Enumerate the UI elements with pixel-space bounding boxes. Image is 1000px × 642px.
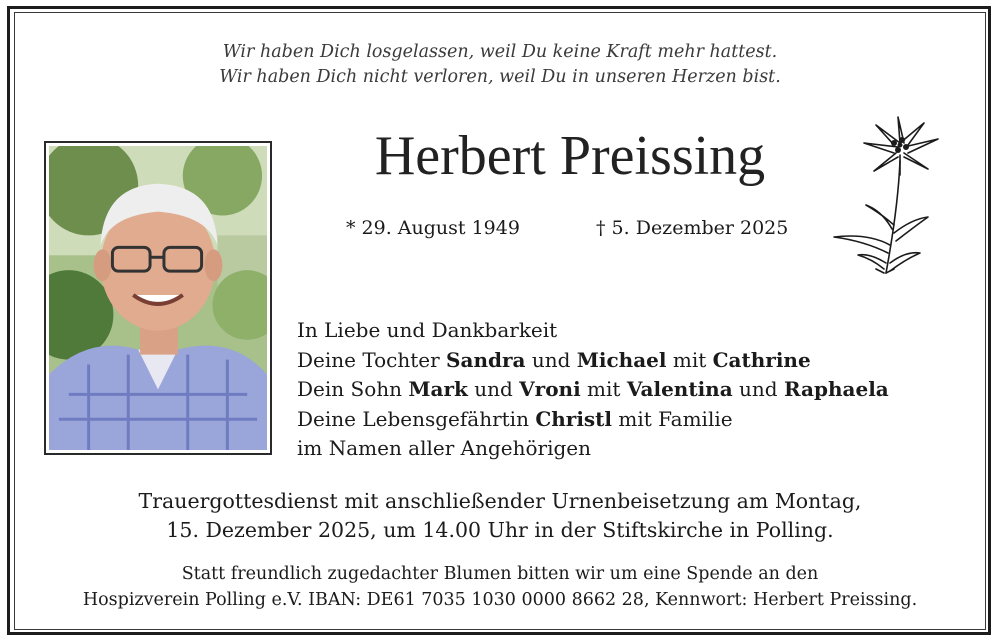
deceased-name: Herbert Preissing [374,125,766,187]
family-line-4 [297,405,889,435]
motto-line-2: Wir haben Dich nicht verloren, weil Du in unseren Herzen bist. [219,67,781,87]
service-line-2: 15. Dezember 2025, um 14.00 Uhr in der Stiftskirche in Polling. [166,518,834,542]
family-text: mit [666,347,713,372]
service-line-1: Trauergottesdienst mit anschließender Urnenbeisetzung am Montag, [138,489,862,513]
family-text: mit [580,377,627,401]
family-member-name: Mark [408,377,468,401]
family-member-name: Cathrine [712,347,811,372]
family-member-name: Raphaela [783,377,889,401]
family-text: und [467,377,520,401]
donation-info [0,561,1000,613]
birth-date: * 29. August 1949 [346,217,520,239]
family-line-2 [297,346,889,376]
family-text: Deine Lebensgefährtin [297,406,536,431]
family-block [297,316,889,464]
family-text: mit Familie [612,406,733,431]
family-text: und [732,377,784,401]
portrait-photo [44,141,272,455]
family-member-name: Sandra [446,347,526,372]
family-line-1: In Liebe und Dankbarkeit [297,318,558,342]
donation-line-1: Statt freundlich zugedachter Blumen bitten wir um eine Spende an den [181,564,819,584]
family-member-name: Valentina [626,377,733,401]
family-text: Dein Sohn [297,377,409,401]
family-text: und [525,347,577,372]
family-line-5: im Namen aller Angehörigen [297,436,592,460]
family-member-name: Christl [535,406,613,431]
family-line-3 [297,375,889,405]
edelweiss-icon [828,113,948,278]
family-member-name: Michael [576,347,667,372]
donation-line-2: Hospizverein Polling e.V. IBAN: DE61 7035 1030 0000 8662 28, Kennwort: Herbert Preissing. [82,590,918,610]
family-text: Deine Tochter [297,347,447,372]
service-info [0,487,1000,545]
motto-line-1: Wir haben Dich losgelassen, weil Du keine Kraft mehr hattest. [222,42,778,62]
death-date: † 5. Dezember 2025 [596,217,789,239]
family-member-name: Vroni [519,377,581,401]
motto [0,40,1000,90]
